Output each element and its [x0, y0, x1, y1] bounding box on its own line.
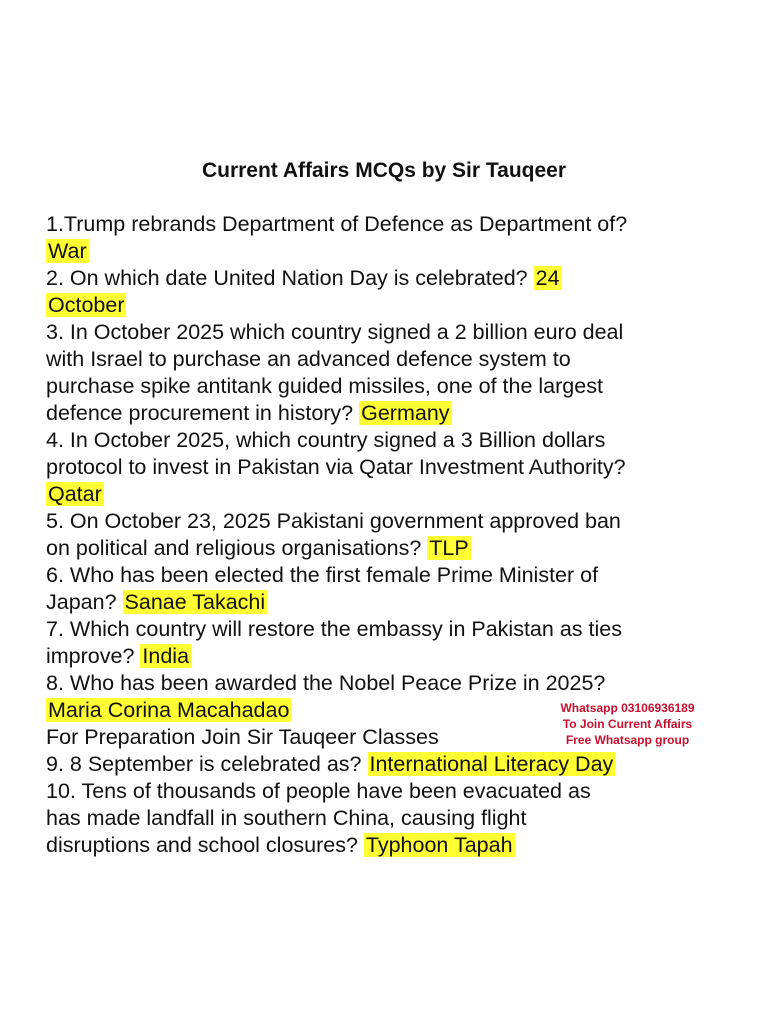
- text-line: [46, 670, 736, 697]
- highlighted-answer: War: [48, 239, 87, 263]
- question-text: has made landfall in southern China, causing flight: [46, 806, 527, 830]
- highlighted-answer: India: [142, 644, 190, 668]
- question-text: 10. Tens of thousands of people have been evacuated as: [46, 779, 591, 803]
- highlighted-answer: Germany: [361, 401, 450, 425]
- text-line: [46, 832, 736, 859]
- promo-line-3: Free Whatsapp group: [565, 733, 690, 747]
- question-text: protocol to invest in Pakistan via Qatar Investment Authority?: [46, 455, 626, 479]
- question-text: 7. Which country will restore the embassy in Pakistan as ties: [46, 617, 622, 641]
- highlighted-answer: 24: [535, 266, 560, 290]
- promo-line-1: Whatsapp 03106936189: [560, 701, 695, 715]
- text-line: [46, 319, 736, 346]
- question-text: 1.Trump rebrands Department of Defence as Department of?: [46, 212, 628, 236]
- text-line: [46, 238, 736, 265]
- highlighted-answer: Typhoon Tapah: [365, 833, 513, 857]
- whatsapp-promo-note: [540, 700, 715, 748]
- text-line: [46, 805, 736, 832]
- question-text: defence procurement in history?: [46, 401, 360, 425]
- highlighted-answer: Qatar: [48, 482, 102, 506]
- highlighted-answer: October: [48, 293, 125, 317]
- question-text: 2. On which date United Nation Day is celebrated?: [46, 266, 534, 290]
- question-text: with Israel to purchase an advanced defence system to: [46, 347, 571, 371]
- question-text: 4. In October 2025, which country signed a 3 Billion dollars: [46, 428, 606, 452]
- question-text: 5. On October 23, 2025 Pakistani government approved ban: [46, 509, 621, 533]
- highlighted-answer: Sanae Takachi: [124, 590, 266, 614]
- text-line: [46, 481, 736, 508]
- text-line: [46, 211, 736, 238]
- text-line: [46, 535, 736, 562]
- question-text: on political and religious organisations?: [46, 536, 428, 560]
- text-line: [46, 454, 736, 481]
- text-line: [46, 508, 736, 535]
- promo-line-2: To Join Current Affairs: [562, 717, 693, 731]
- question-text: 8. Who has been awarded the Nobel Peace Prize in 2025?: [46, 671, 606, 695]
- question-text: disruptions and school closures?: [46, 833, 364, 857]
- text-line: [46, 751, 736, 778]
- text-line: [46, 427, 736, 454]
- text-line: [46, 373, 736, 400]
- highlighted-answer: International Literacy Day: [369, 752, 614, 776]
- text-line: [46, 589, 736, 616]
- text-line: [46, 643, 736, 670]
- question-text: Japan?: [46, 590, 123, 614]
- question-text: 6. Who has been elected the first female Prime Minister of: [46, 563, 599, 587]
- text-line: [46, 400, 736, 427]
- question-text: purchase spike antitank guided missiles, one of the largest: [46, 374, 603, 398]
- text-line: [46, 616, 736, 643]
- text-line: [46, 292, 736, 319]
- question-text: 3. In October 2025 which country signed a 2 billion euro deal: [46, 320, 624, 344]
- page-title: Current Affairs MCQs by Sir Tauqeer: [201, 159, 567, 182]
- mcq-list: [46, 211, 736, 859]
- question-text: improve?: [46, 644, 141, 668]
- question-text: For Preparation Join Sir Tauqeer Classes: [46, 725, 439, 749]
- question-text: 9. 8 September is celebrated as?: [46, 752, 368, 776]
- text-line: [46, 346, 736, 373]
- text-line: [46, 778, 736, 805]
- highlighted-answer: TLP: [429, 536, 469, 560]
- highlighted-answer: Maria Corina Macahadao: [48, 698, 290, 722]
- text-line: [46, 562, 736, 589]
- text-line: [46, 265, 736, 292]
